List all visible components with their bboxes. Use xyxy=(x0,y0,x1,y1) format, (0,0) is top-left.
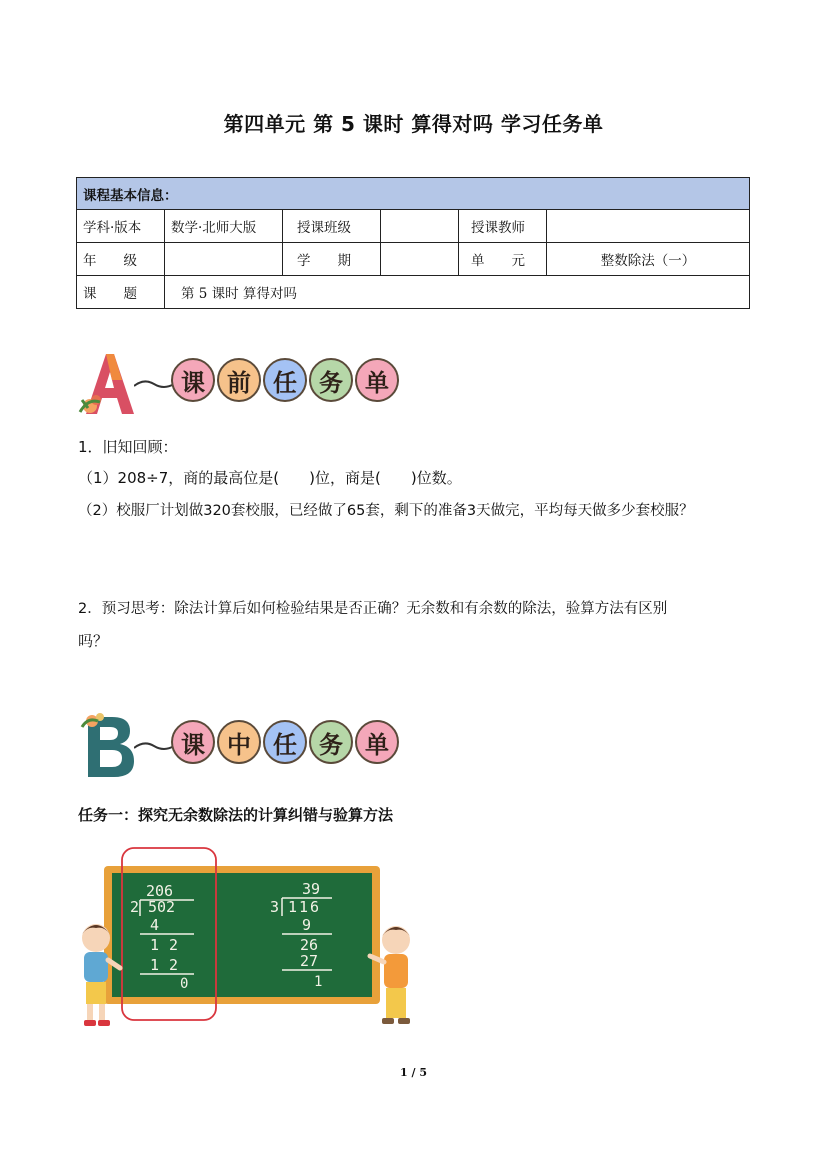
class-label: 授课班级 xyxy=(283,210,381,243)
left-step1: 4 xyxy=(150,916,160,934)
in-class-banner xyxy=(78,708,408,784)
connector-line-icon xyxy=(134,740,174,752)
pre-class-banner xyxy=(78,350,408,420)
banner-a-char-5: 单 xyxy=(355,358,399,402)
left-quotient: 206 xyxy=(146,882,174,900)
course-info-table xyxy=(76,177,750,309)
teacher-value xyxy=(547,210,750,243)
right-step2: 26 xyxy=(300,936,319,954)
left-step2: 12 xyxy=(150,936,189,954)
right-quotient: 39 xyxy=(302,880,321,898)
unit-label: 单 元 xyxy=(459,243,547,276)
right-step3: 27 xyxy=(300,952,319,970)
right-dividend: 116 xyxy=(288,898,322,916)
task1-title: 任务一：探究无余数除法的计算纠错与验算方法 xyxy=(78,806,394,824)
chalkboard-illustration xyxy=(74,846,424,1036)
q2-line2: 吗？ xyxy=(78,632,109,650)
q1-part2: （2）校服厂计划做320套校服，已经做了65套，剩下的准备3天做完，平均每天做多少套校服？ xyxy=(78,503,694,519)
right-divisor: 3 xyxy=(270,898,280,916)
topic-label: 课 题 xyxy=(77,276,165,309)
q1-part1: （1）208÷7，商的最高位是( )位，商是( )位数。 xyxy=(78,469,462,487)
subject-value: 数学·北师大版 xyxy=(165,210,283,243)
banner-a-char-2: 前 xyxy=(217,358,261,402)
term-label: 学 期 xyxy=(283,243,381,276)
banner-b-char-2: 中 xyxy=(217,720,261,764)
banner-a-char-3: 任 xyxy=(263,358,307,402)
right-remainder: 1 xyxy=(314,974,323,990)
left-remainder: 0 xyxy=(180,976,189,992)
subject-label: 学科·版本 xyxy=(77,210,165,243)
letter-b-icon xyxy=(78,708,140,782)
page-title: 第四单元 第 5 课时 算得对吗 学习任务单 xyxy=(223,112,604,136)
unit-value: 整数除法（一） xyxy=(547,243,750,276)
banner-b-char-4: 务 xyxy=(309,720,353,764)
teacher-label: 授课教师 xyxy=(459,210,547,243)
table-header: 课程基本信息： xyxy=(77,178,750,210)
banner-b-char-3: 任 xyxy=(263,720,307,764)
connector-line-icon xyxy=(134,378,174,390)
letter-a-icon xyxy=(78,350,140,418)
left-step3: 12 xyxy=(150,956,189,974)
banner-a-char-1: 课 xyxy=(171,358,215,402)
topic-value: 第 5 课时 算得对吗 xyxy=(165,276,750,309)
q2-line1: 2．预习思考：除法计算后如何检验结果是否正确？无余数和有余数的除法，验算方法有区别 xyxy=(78,601,668,617)
banner-a-char-4: 务 xyxy=(309,358,353,402)
grade-label: 年 级 xyxy=(77,243,165,276)
left-divisor: 2 xyxy=(130,898,140,916)
class-value xyxy=(381,210,459,243)
grade-value xyxy=(165,243,283,276)
page-number: 1 / 5 xyxy=(400,1066,427,1079)
banner-b-char-1: 课 xyxy=(171,720,215,764)
q1-title: 1．旧知回顾： xyxy=(78,438,178,456)
left-dividend: 502 xyxy=(148,898,176,916)
term-value xyxy=(381,243,459,276)
chalkboard-svg xyxy=(74,846,424,1036)
right-step1: 9 xyxy=(302,916,312,934)
banner-b-char-5: 单 xyxy=(355,720,399,764)
